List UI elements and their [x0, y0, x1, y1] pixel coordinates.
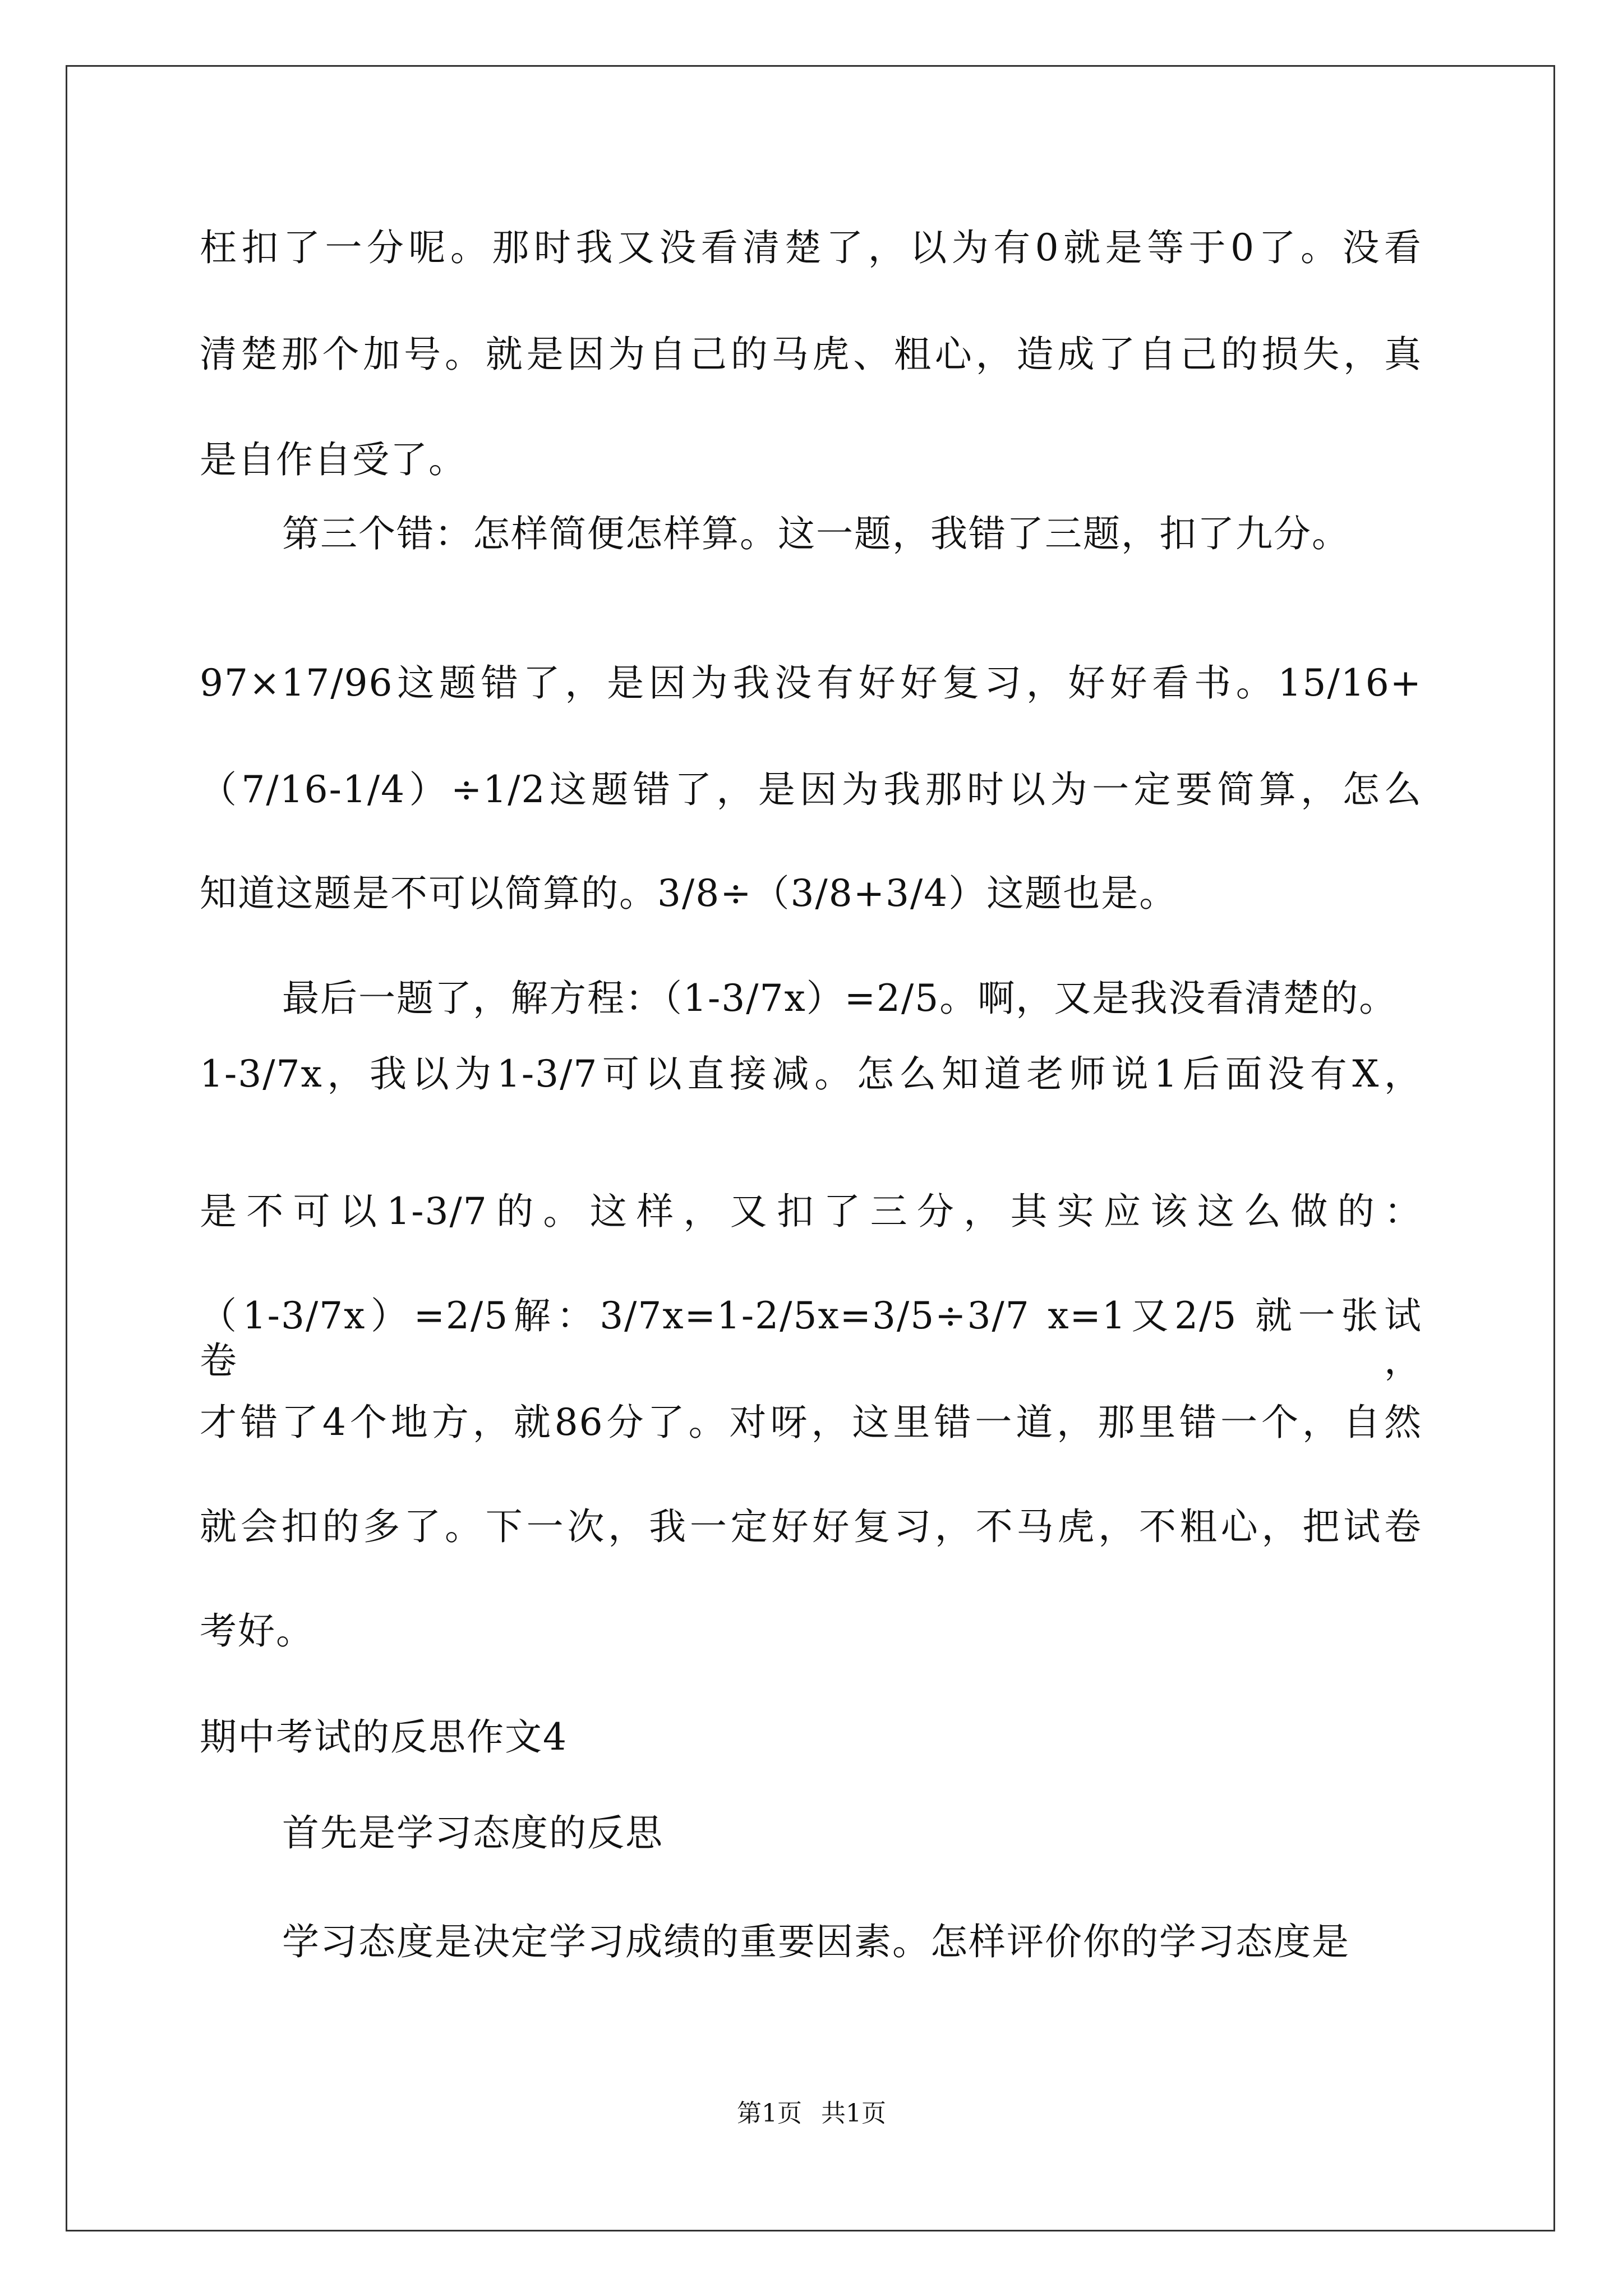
- text-line: 97×17/96这题错了，是因为我没有好好复习，好好看书。15/16+: [200, 661, 1422, 705]
- text-line: 考好。: [200, 1609, 314, 1653]
- text-line: 是不可以1-3/7的。这样，又扣了三分，其实应该这么做的：: [200, 1190, 1422, 1233]
- page-footer: [0, 2098, 1623, 2129]
- text-line: （7/16-1/4）÷1/2这题错了，是因为我那时以为一定要简算，怎么: [200, 768, 1422, 811]
- text-line: 是自作自受了。: [200, 438, 467, 481]
- text-line: （1-3/7x）=2/5解：3/7x=1-2/5x=3/5÷3/7 x=1又2/5 就一张试卷，: [200, 1294, 1422, 1382]
- text-line: 学习态度是决定学习成绩的重要因素。怎样评价你的学习态度是: [282, 1920, 1350, 1963]
- text-line: 才错了4个地方，就86分了。对呀，这里错一道，那里错一个，自然: [200, 1401, 1422, 1444]
- text-line: 最后一题了，解方程：（1-3/7x）=2/5。啊，又是我没看清楚的。: [282, 977, 1398, 1020]
- page-border: [66, 65, 1555, 2231]
- text-line: 清楚那个加号。就是因为自己的马虎、粗心，造成了自己的损失，真: [200, 333, 1422, 376]
- text-line: 第三个错：怎样简便怎样算。这一题，我错了三题，扣了九分。: [282, 512, 1350, 555]
- page-number: 第1页: [737, 2099, 802, 2128]
- text-line: 首先是学习态度的反思: [282, 1811, 663, 1855]
- text-line: 知道这题是不可以简算的。3/8÷（3/8+3/4）这题也是。: [200, 872, 1178, 915]
- text-line: 就会扣的多了。下一次，我一定好好复习，不马虎，不粗心，把试卷: [200, 1505, 1422, 1548]
- section-heading: 期中考试的反思作文4: [200, 1715, 568, 1759]
- text-line: 1-3/7x，我以为1-3/7可以直接减。怎么知道老师说1后面没有X，: [200, 1052, 1422, 1096]
- page-total: 共1页: [821, 2099, 886, 2128]
- text-line: 枉扣了一分呢。那时我又没看清楚了，以为有0就是等于0了。没看: [200, 226, 1422, 269]
